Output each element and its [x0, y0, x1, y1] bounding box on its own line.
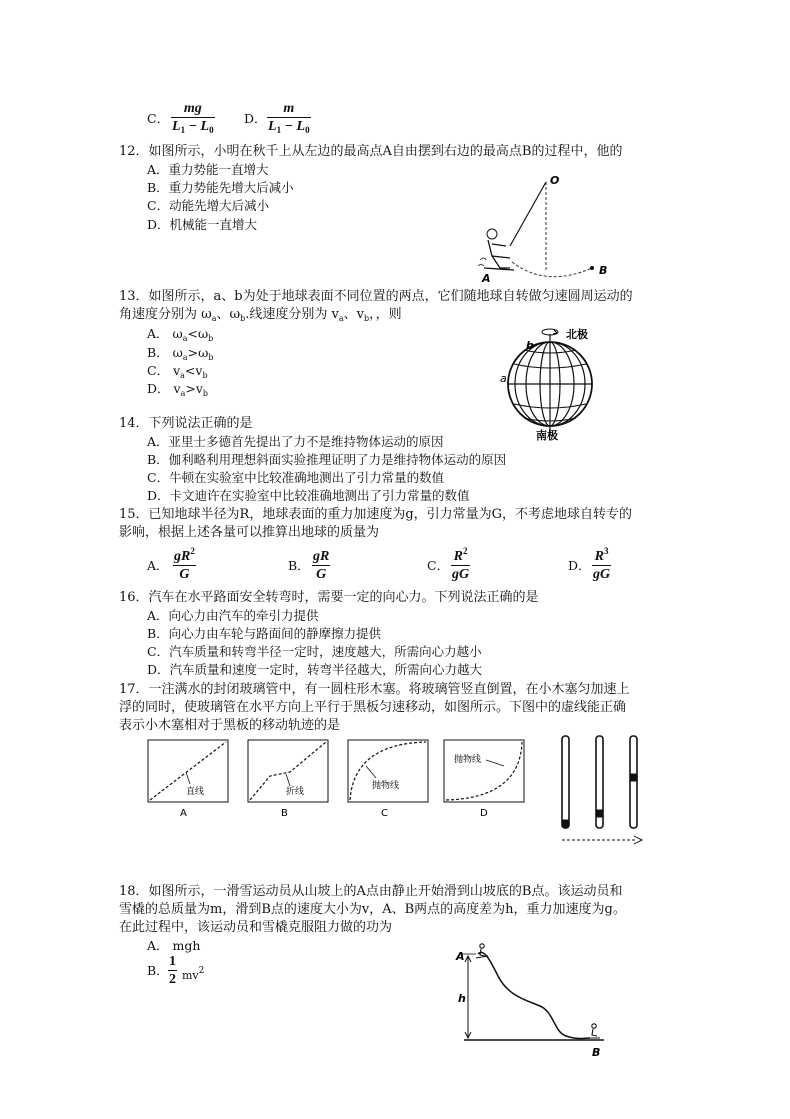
q11-d-den-sub1: 1 [276, 125, 282, 135]
q15-option-c-fraction [450, 543, 471, 583]
panel-d-tag: 抛物线 [454, 755, 482, 765]
q13-b-op: >ω [187, 345, 209, 360]
point-b-label: B [592, 1046, 601, 1059]
q13-s2-sa: a [211, 314, 217, 323]
q12-option-d: D．机械能一直增大 [147, 217, 258, 232]
panel-d-label: D [480, 808, 488, 819]
q15-c-den: gG [452, 567, 470, 582]
q18-ski-slope-figure [454, 940, 614, 1060]
q11-c-den-sub1: 1 [180, 125, 186, 135]
q13-c-op: <v [184, 363, 203, 378]
q11-d-den-op: − [281, 119, 297, 134]
point-b-label: b [526, 339, 534, 352]
height-label: h [458, 992, 466, 1005]
skier-top-icon [476, 944, 488, 958]
q11-c-den-sub2: 0 [209, 125, 214, 135]
q12-option-a: A．重力势能一直增大 [147, 162, 269, 177]
q16-stem: 16．汽车在水平路面安全转弯时，需要一定的向心力。下列说法正确的是 [119, 590, 539, 605]
q12-stem: 12．如图所示，小明在秋千上从左边的最高点A自由摆到右边的最高点B的过程中，他的 [119, 144, 623, 159]
q11-c-den-op: − [185, 119, 201, 134]
q12-option-b: B．重力势能先增大后减小 [147, 180, 294, 195]
q18-b-num: 1 [169, 954, 176, 969]
globe-icon [508, 329, 592, 434]
q13-s2-pre: 角速度分别为 ω [119, 307, 212, 322]
q13-a-label: A． [147, 326, 169, 341]
panel-a-label: A [180, 808, 187, 819]
q13-a-l: ω [172, 326, 183, 341]
q13-s2-post: .线速度分别为 v [245, 307, 339, 322]
q16-option-b: B．向心力由车轮与路面间的静摩擦力提供 [147, 626, 382, 641]
q13-b-ls: a [182, 353, 188, 362]
q17-glass-tubes-figure [552, 734, 648, 846]
q18-stem-line3: 在此过程中，该运动员和雪橇克服阻力做的功为 [119, 920, 393, 935]
q18-stem-line1: 18．如图所示，一滑雪运动员从山坡上的A点由静止开始滑到山坡底的B点。该运动员和 [119, 884, 623, 899]
q17-stem-line3: 表示小木塞相对于黑板的移动轨迹的是 [119, 718, 341, 733]
child-on-swing-icon [478, 229, 514, 270]
q11-option-c-fraction [170, 100, 216, 139]
q18-a-value: mgh [172, 938, 201, 953]
q15-d-exp: 3 [603, 546, 609, 556]
q16-option-d: D．汽车质量和速度一定时，转弯半径越大，所需向心力越大 [147, 662, 483, 677]
q11-d-numerator: m [283, 101, 295, 116]
label-a: A [482, 272, 491, 285]
q13-s2-end: ，，则 [369, 307, 402, 322]
q13-d-ls: a [180, 389, 186, 398]
q13-a-op: <ω [187, 326, 209, 341]
q12-option-c: C．动能先增大后减小 [147, 198, 270, 213]
q11-c-denominator [170, 118, 216, 139]
q18-b-exp: 2 [198, 966, 205, 976]
q15-b-den: G [316, 567, 327, 582]
label-b: B [599, 264, 608, 277]
tube-1-icon [562, 736, 569, 828]
q18-option-b-label: B． [147, 963, 169, 978]
q11-c-den-l0: L [200, 119, 210, 134]
q11-d-den-l1: L [268, 119, 277, 134]
q13-option-d [147, 380, 208, 403]
point-a-label: A [456, 950, 465, 963]
q13-s2-vb: b [364, 314, 370, 323]
north-pole-label: 北极 [566, 328, 588, 341]
q11-d-denominator [266, 118, 312, 139]
panel-c-tag: 抛物线 [372, 781, 400, 791]
q14-option-d: D．卡文迪许在实验室中比较准确地测出了引力常量的数值 [147, 488, 470, 503]
q18-b-tail: mv [182, 969, 199, 982]
q18-stem-line2: 雪橇的总质量为m，滑到B点的速度大小为v，A、B两点的高度差为h，重力加速度为g。 [119, 902, 626, 917]
q15-option-b-fraction [311, 543, 331, 583]
q11-d-den-sub2: 0 [305, 125, 310, 135]
q13-d-l: v [173, 381, 181, 396]
q13-s2-sb: b [240, 314, 246, 323]
q11-c-numerator: mg [183, 101, 202, 116]
q13-globe-figure [500, 322, 615, 442]
q12-swing-figure [470, 170, 620, 288]
q15-option-a-fraction [172, 543, 197, 583]
panel-d [444, 740, 524, 819]
q13-c-ls: a [180, 371, 185, 380]
q18-a-label: A． [147, 938, 169, 953]
q13-d-rs: b [202, 389, 209, 398]
q13-b-rs: b [208, 353, 214, 362]
q16-option-c: C．汽车质量和转弯半径一定时，速度越大，所需向心力越小 [147, 644, 482, 659]
tube-2-icon [596, 736, 603, 828]
q13-s2-mid: 、ω [216, 307, 241, 322]
q13-a-rs: b [208, 334, 214, 343]
q13-a-ls: a [182, 334, 188, 343]
q13-s2-sep: 、v [343, 307, 364, 322]
q15-option-d-label: D． [568, 558, 591, 573]
panel-c-label: C [381, 808, 388, 819]
q15-option-a-label: A． [147, 558, 169, 573]
q15-d-den: gG [593, 567, 611, 582]
q14-option-b: B．伽利略利用理想斜面实验推理证明了力是维持物体运动的原因 [147, 452, 507, 467]
q18-option-b-fraction [167, 953, 178, 988]
q15-c-num: R [453, 549, 463, 564]
q16-option-a: A．向心力由汽车的牵引力提供 [147, 608, 319, 623]
panel-a-tag: 直线 [186, 787, 205, 797]
q11-option-d-label: D． [244, 111, 267, 126]
swing-rope [510, 182, 546, 246]
q13-s2-va: a [338, 314, 344, 323]
q14-stem: 14．下列说法正确的是 [119, 416, 253, 431]
q13-b-label: B． [147, 345, 169, 360]
panel-b-label: B [281, 808, 288, 819]
swing-arc [512, 262, 592, 277]
q17-trajectory-panels [140, 736, 540, 822]
q15-option-c-label: C． [427, 558, 450, 573]
motion-arrow-icon [562, 836, 642, 844]
q11-option-d-fraction [266, 100, 312, 139]
q15-stem-line1: 15．已知地球半径为R，地球表面的重力加速度为g，引力常量为G，不考虑地球自转专的 [119, 507, 633, 522]
q14-option-a: A．亚里士多德首先提出了力不是维持物体运动的原因 [147, 434, 444, 449]
q13-c-l: v [173, 363, 181, 378]
q13-c-rs: b [202, 371, 208, 380]
panel-a [148, 740, 228, 819]
panel-b-tag: 折线 [286, 787, 305, 797]
q15-option-b-label: B． [288, 558, 310, 573]
q11-option-c-label: C． [147, 111, 170, 126]
q13-c-label: C． [147, 363, 170, 378]
q11-c-den-l1: L [172, 119, 181, 134]
q13-b-l: ω [172, 345, 183, 360]
q15-b-num: gR [313, 549, 330, 564]
point-b-dot [590, 266, 594, 270]
q13-stem-line1: 13．如图所示，a、b为处于地球表面不同位置的两点，它们随地球自转做匀速圆周运动的 [119, 289, 633, 304]
label-o: O [550, 174, 560, 187]
point-a-label: a [500, 372, 507, 385]
q15-c-exp: 2 [462, 546, 468, 556]
panel-c [348, 740, 428, 819]
slope-curve [478, 952, 590, 1038]
q17-stem-line2: 浮的同时，使玻璃管在水平方向上平行于黑板匀速移动，如图所示。下图中的虚线能正确 [119, 700, 627, 715]
skier-bottom-icon [586, 1024, 600, 1038]
q15-a-num: gR [174, 549, 191, 564]
q15-option-d-fraction [591, 543, 612, 583]
q15-a-den: G [179, 567, 190, 582]
q18-option-b-tail [182, 962, 204, 985]
q13-d-op: >v [185, 381, 203, 396]
q14-option-c: C．牛顿在实验室中比较准确地测出了引力常量的数值 [147, 470, 445, 485]
q17-stem-line1: 17．一注满水的封闭玻璃管中，有一圆柱形木塞。将玻璃管竖直倒置，在小木塞匀加速上 [119, 682, 630, 697]
q13-d-label: D． [147, 381, 170, 396]
panel-b [248, 740, 328, 819]
q15-stem-line2: 影响，根据上述各量可以推算出地球的质量为 [119, 525, 380, 540]
tube-3-icon [630, 736, 637, 828]
south-pole-label: 南极 [536, 429, 558, 442]
q15-d-num: R [594, 549, 604, 564]
q18-b-den: 2 [169, 972, 176, 987]
q15-a-exp: 2 [190, 546, 195, 556]
q11-d-den-l0: L [296, 119, 306, 134]
